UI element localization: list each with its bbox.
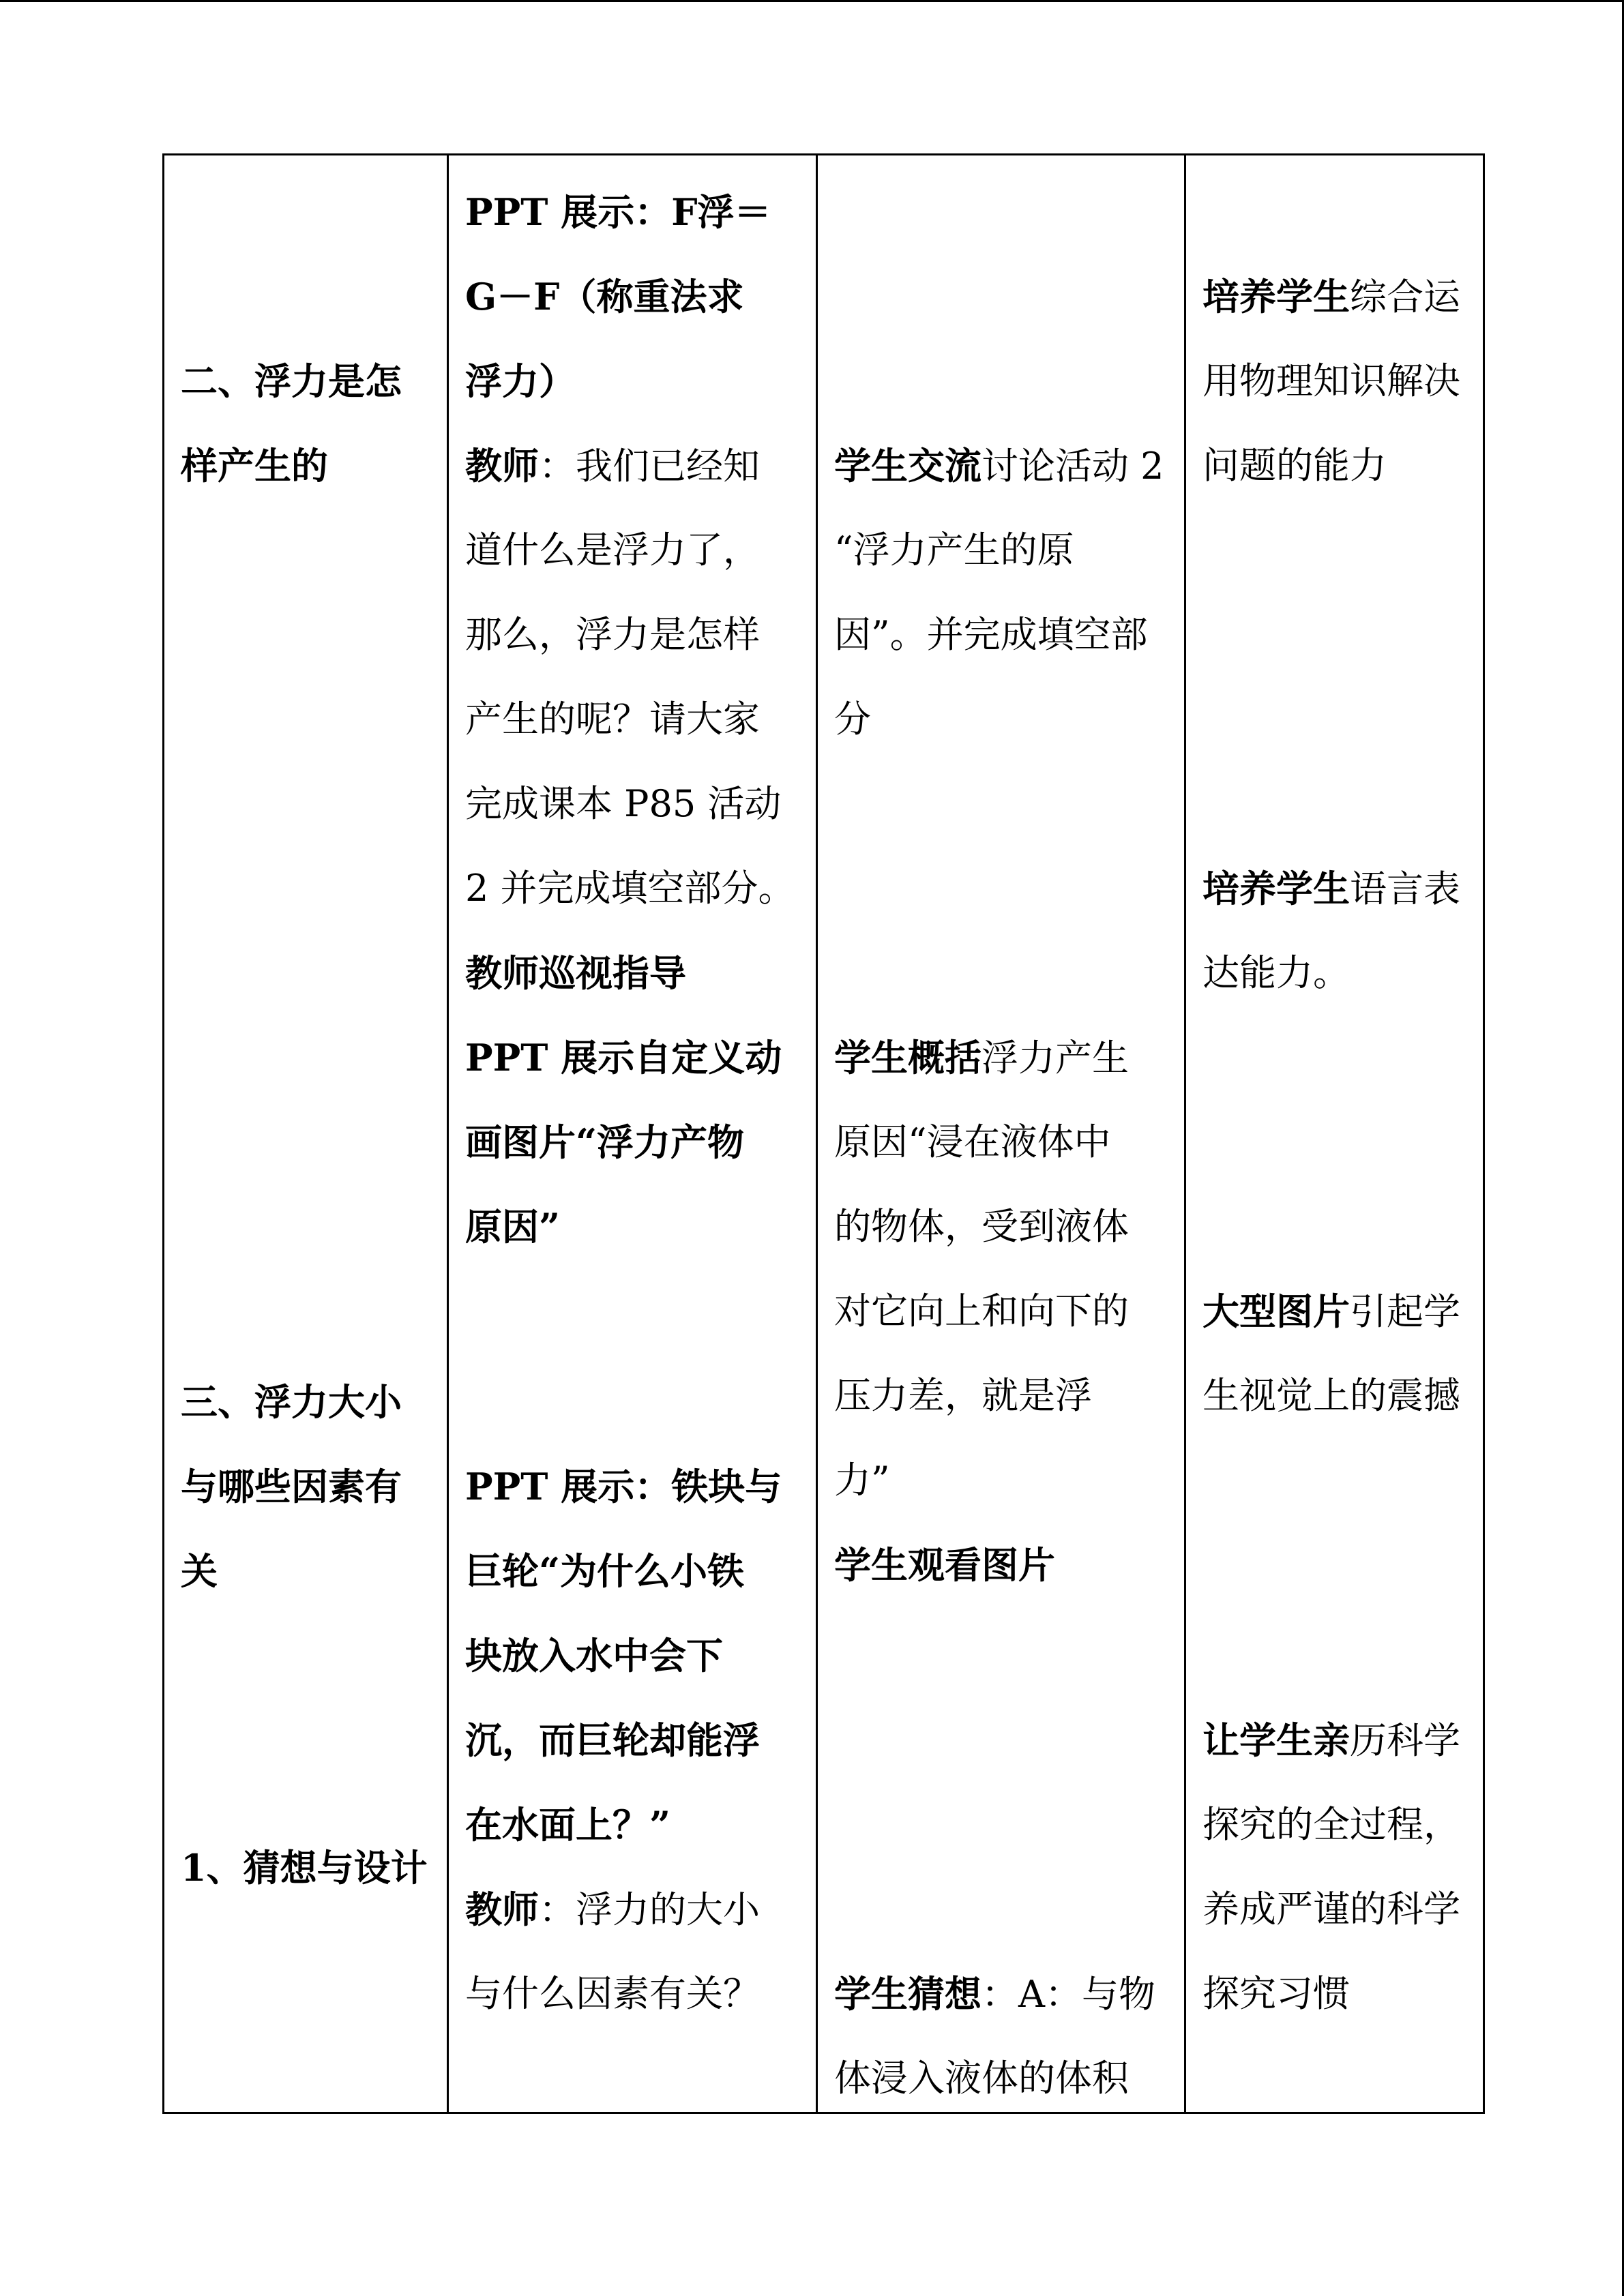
column-design-intent — [1186, 153, 1483, 2114]
text-line — [834, 1523, 1055, 1608]
text: 产生的呢？请大家 — [465, 698, 760, 741]
text-line — [465, 1698, 760, 1783]
text: 原因“浸在液体中 — [834, 1120, 1111, 1163]
text: 完成课本 P85 活动 — [465, 782, 782, 825]
text-line — [465, 1867, 760, 1952]
text-line — [1202, 1867, 1460, 1952]
text-line — [465, 1613, 723, 1699]
text: 用物理知识解决 — [1202, 359, 1460, 402]
bold-text: 与哪些因素有 — [181, 1465, 402, 1508]
text-line — [181, 1529, 218, 1614]
bold-text: 三、浮力大小 — [181, 1380, 402, 1424]
text: ：我们已经知 — [539, 445, 760, 488]
text-line — [465, 762, 781, 846]
bold-text: 在水面上？” — [465, 1803, 671, 1847]
bold-text: 让学生亲 — [1202, 1718, 1350, 1762]
text-line — [834, 2036, 1129, 2121]
text: 2 并完成填空部分。 — [465, 867, 795, 910]
text: 与什么因素有关？ — [465, 1972, 760, 2015]
text: 体浸入液体的体积 — [834, 2057, 1129, 2100]
bold-text: 学生交流 — [834, 444, 981, 488]
bold-text: 培养学生 — [1202, 275, 1350, 318]
bold-text: 学生观看图片 — [834, 1543, 1055, 1587]
text: 的物体，受到液体 — [834, 1205, 1129, 1248]
text-line — [834, 508, 1074, 593]
text-line — [834, 1184, 1129, 1269]
text: “浮力产生的原 — [834, 528, 1074, 571]
text-line — [465, 1444, 782, 1530]
text-line — [465, 254, 743, 340]
text-line — [834, 593, 1148, 677]
text-line — [465, 508, 760, 593]
text-line — [1202, 1783, 1460, 1867]
column-section-title — [164, 153, 447, 2114]
bold-text: PPT 展示自定义动 — [465, 1036, 782, 1079]
text-line — [181, 423, 328, 509]
text: 问题的能力 — [1202, 444, 1387, 487]
text-line — [465, 1529, 744, 1614]
text-line — [465, 677, 760, 762]
text: 力” — [834, 1459, 890, 1502]
bold-text: 二、浮力是怎 — [181, 359, 402, 403]
bold-text: 块放入水中会下 — [465, 1634, 723, 1678]
text: 因”。并完成填空部 — [834, 613, 1148, 656]
text: 探究习惯 — [1202, 1972, 1350, 2015]
text-line — [834, 423, 1164, 509]
text-line — [465, 1100, 744, 1185]
text-line — [465, 593, 760, 677]
text-line — [1202, 339, 1460, 423]
text-line — [834, 1269, 1129, 1354]
column-teacher-activity — [449, 153, 816, 2114]
text: 道什么是浮力了， — [465, 528, 760, 571]
bold-text: 教师巡视指导 — [465, 951, 686, 995]
bold-text: 原因” — [465, 1205, 561, 1249]
text-line — [1202, 1952, 1350, 2036]
text: 对它向上和向下的 — [834, 1289, 1129, 1332]
bold-text: PPT 展示：F浮＝ — [465, 190, 771, 234]
text-line — [1202, 1698, 1460, 1783]
text-line — [834, 1100, 1111, 1184]
text: 综合运 — [1350, 275, 1460, 318]
text-line — [181, 339, 402, 424]
text-line — [465, 1783, 670, 1868]
text-line — [465, 1952, 760, 2036]
bold-text: 1、猜想与设计 — [181, 1846, 428, 1890]
text: 分 — [834, 698, 871, 741]
text-line — [1202, 1354, 1460, 1438]
text-line — [465, 423, 760, 509]
text-line — [465, 1015, 782, 1101]
text: 养成严谨的科学 — [1202, 1888, 1460, 1930]
bold-text: 大型图片 — [1202, 1289, 1350, 1333]
text: 语言表 — [1350, 867, 1460, 910]
bold-text: 画图片“浮力产物 — [465, 1120, 745, 1164]
text: 那么，浮力是怎样 — [465, 613, 760, 656]
bold-text: 样产生的 — [181, 444, 328, 488]
text-line — [1202, 931, 1350, 1015]
text: ：浮力的大小 — [539, 1888, 760, 1931]
text: 达能力。 — [1202, 951, 1350, 994]
text-line — [834, 1354, 1092, 1438]
text: 探究的全过程， — [1202, 1803, 1460, 1846]
page-top-border — [0, 0, 1624, 2]
bold-text: 培养学生 — [1202, 867, 1350, 910]
text-line — [181, 1825, 428, 1911]
text: 生视觉上的震撼 — [1202, 1374, 1460, 1417]
column-student-activity — [818, 153, 1184, 2114]
text: 讨论活动 2 — [981, 445, 1164, 488]
bold-text: 教师 — [465, 1888, 539, 1931]
text-line — [465, 846, 795, 931]
text-line — [465, 931, 686, 1016]
bold-text: 沉，而巨轮却能浮 — [465, 1718, 760, 1762]
bold-text: 教师 — [465, 444, 539, 488]
text-line — [834, 1015, 1129, 1101]
bold-text: 学生猜想 — [834, 1972, 981, 2016]
bold-text: PPT 展示：铁块与 — [465, 1465, 782, 1508]
text-line — [465, 339, 576, 424]
text-line — [1202, 1269, 1460, 1354]
text-line — [834, 1438, 890, 1523]
text-line — [1202, 423, 1387, 508]
text-line — [465, 170, 771, 255]
bold-text: G－F（称重法求 — [465, 275, 744, 318]
bold-text: 学生概括 — [834, 1036, 981, 1079]
text: 历科学 — [1350, 1719, 1460, 1762]
bold-text: 浮力） — [465, 359, 576, 403]
text: 引起学 — [1350, 1290, 1460, 1333]
text-line — [181, 1444, 402, 1530]
text-line — [181, 1360, 402, 1445]
bold-text: 巨轮“为什么小铁 — [465, 1549, 745, 1593]
bold-text: 关 — [181, 1549, 218, 1593]
text: ：A：与物 — [981, 1973, 1155, 2016]
text: 压力差，就是浮 — [834, 1374, 1092, 1417]
text-line — [1202, 846, 1460, 931]
text: 浮力产生 — [981, 1037, 1129, 1079]
text-line — [834, 1952, 1155, 2037]
text-line — [1202, 254, 1460, 340]
text-line — [465, 1184, 560, 1270]
text-line — [834, 677, 871, 762]
